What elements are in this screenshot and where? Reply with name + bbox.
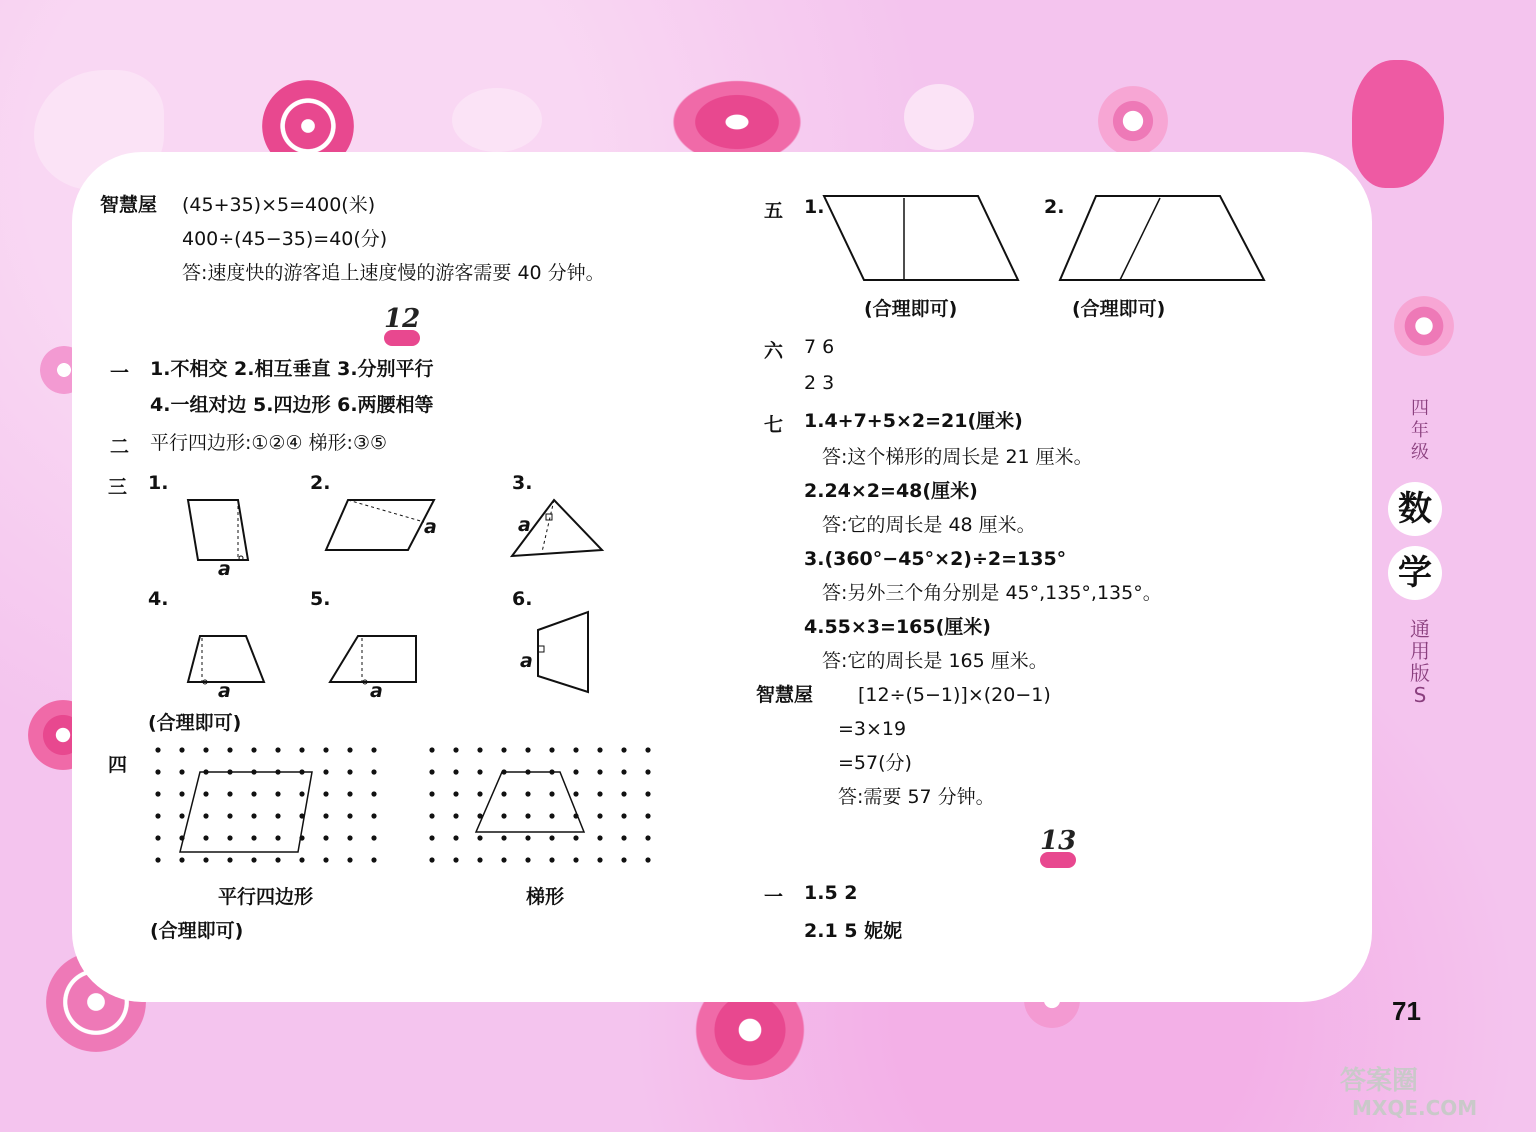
grid-dot [275,835,280,840]
grid-dot [155,769,160,774]
grid-dot [347,769,352,774]
grid-dot [597,813,602,818]
lesson-number-12: 12 [384,304,421,334]
grid-dot [597,857,602,862]
grid-dot [347,835,352,840]
section-1-label: 一 [110,362,130,384]
figure-6-trapezoid [530,606,594,698]
figure-label-6: 6. [512,588,533,610]
grid-dot [323,747,328,752]
grid-dot [477,857,482,862]
figure-label-2: 2. [310,472,331,494]
grid-dot [323,857,328,862]
grid-dot [477,769,482,774]
grid-dot [251,747,256,752]
grid-dot [573,769,578,774]
grid-dot [429,835,434,840]
grid-dot [477,791,482,796]
grade-char: 四 [1411,398,1429,419]
zhihui-right-line-3: =57(分) [838,752,912,774]
section-2-text: 平行四边形:①②④ 梯形:③⑤ [150,432,388,454]
section-3-label: 三 [108,476,128,498]
section-7-line-4: 答:它的周长是 48 厘米。 [822,514,1036,536]
grid-dot [621,791,626,796]
grid-dot [155,747,160,752]
section-5-trapezoid [1054,190,1268,286]
grid-dot [323,813,328,818]
dot-grid-parallelogram [150,742,390,872]
page-number: 71 [1392,996,1421,1026]
grid-dot [371,791,376,796]
grid-dot [453,791,458,796]
grid-dot [453,813,458,818]
edition-char: S [1413,683,1427,707]
grid-dot [179,791,184,796]
grid-dot [645,835,650,840]
grid-dot [453,747,458,752]
bird-decoration [904,84,974,150]
grid-dot [347,791,352,796]
grid-dot [573,791,578,796]
grid-dot [573,835,578,840]
section-7-line-8: 答:它的周长是 165 厘米。 [822,650,1048,672]
section-2-label: 二 [110,436,130,458]
edition-label [1398,618,1442,706]
section-4-label: 四 [108,754,128,776]
section-4-note: (合理即可) [150,920,244,942]
grid-dot [275,857,280,862]
grid-dot [525,835,530,840]
watermark-url: MXQE.COM [1352,1096,1478,1120]
grid-dot [155,813,160,818]
grade-label [1398,398,1442,464]
grid-dot [227,813,232,818]
edition-char: 通 [1410,617,1430,641]
figure-label-1: 1. [148,472,169,494]
grade-char: 年 [1411,420,1429,441]
grid-dot [179,813,184,818]
grid-dot [179,747,184,752]
grid-dot [299,747,304,752]
section-5-note-1: (合理即可) [864,298,958,320]
grid-dot [371,747,376,752]
grid-dot [227,835,232,840]
zhihui-line-1: (45+35)×5=400(米) [182,194,376,216]
section-6-line-2: 2 3 [804,372,835,394]
lesson-13-line-1: 1.5 2 [804,882,858,904]
grid-dot [155,791,160,796]
grid-dot [525,747,530,752]
grid-dot [429,857,434,862]
grid-dot [549,857,554,862]
section-7-line-5: 3.(360°−45°×2)÷2=135° [804,548,1067,570]
section-3-note: (合理即可) [148,712,242,734]
grid-dot [525,857,530,862]
figure-label-4: 4. [148,588,169,610]
grid-dot [645,791,650,796]
grid-dot [347,747,352,752]
grid-dot [203,857,208,862]
grid-dot [453,835,458,840]
grid-dot [227,747,232,752]
subject-char-1: 数 [1388,482,1442,536]
lesson-13-line-2: 2.1 5 妮妮 [804,920,903,942]
grid-dot [227,791,232,796]
edition-char: 用 [1410,639,1430,663]
section-5-fig-2-label: 2. [1044,196,1065,218]
grid-caption-trapezoid: 梯形 [526,886,565,908]
edition-char: 版 [1410,661,1430,685]
grid-dot [371,857,376,862]
grid-dot [477,835,482,840]
grid-dot [621,747,626,752]
grid-dot [525,813,530,818]
grid-dot [299,857,304,862]
grid-dot [453,857,458,862]
grid-dot [251,857,256,862]
figure-label-3: 3. [512,472,533,494]
a-mark: a [518,514,531,536]
grid-dot [597,791,602,796]
grid-dot [275,791,280,796]
watermark-logo: 答案圈 [1340,1066,1419,1096]
section-6-line-1: 7 6 [804,336,835,358]
section-6-label: 六 [764,340,784,362]
grid-dot [429,769,434,774]
grid-dot [203,791,208,796]
zhihui-line-2: 400÷(45−35)=40(分) [182,228,388,250]
subject-char-2: 学 [1388,546,1442,600]
zhihui-label-right: 智慧屋 [756,684,814,706]
grid-dot [549,835,554,840]
bird-decoration [452,88,542,152]
grid-dot [525,791,530,796]
section-5-parallelogram [820,190,1024,286]
grid-dot [549,747,554,752]
grid-dot [429,813,434,818]
grid-dot [549,813,554,818]
a-mark: a [218,680,231,702]
grid-dot [501,857,506,862]
grid-dot [371,769,376,774]
zhihui-line-3: 答:速度快的游客追上速度慢的游客需要 40 分钟。 [182,262,605,284]
a-mark: a [218,558,231,580]
flower-decoration [1098,86,1168,156]
zhihui-right-line-2: =3×19 [838,718,907,740]
a-mark: a [520,650,533,672]
section-7-line-1: 1.4+7+5×2=21(厘米) [804,410,1023,432]
grid-dot [501,835,506,840]
grid-dot [645,747,650,752]
grid-dot [323,769,328,774]
section-7-label: 七 [764,414,784,436]
a-mark: a [370,680,383,702]
grid-dot [347,813,352,818]
section-5-note-2: (合理即可) [1072,298,1166,320]
grid-dot [251,813,256,818]
grid-dot [429,747,434,752]
grid-dot [251,791,256,796]
figure-4-trapezoid [184,630,268,686]
a-mark: a [424,516,437,538]
lesson-13-section-1-label: 一 [764,886,784,908]
grid-dot [573,857,578,862]
section-7-line-2: 答:这个梯形的周长是 21 厘米。 [822,446,1093,468]
section-1-line-1: 1.不相交 2.相互垂直 3.分别平行 [150,358,434,380]
figure-5-trapezoid [326,630,422,686]
grid-dot [621,769,626,774]
grid-dot [597,835,602,840]
section-7-line-3: 2.24×2=48(厘米) [804,480,978,502]
grid-dot [347,857,352,862]
grid-dot [621,835,626,840]
grid-dot [573,747,578,752]
section-5-label: 五 [764,200,784,222]
grid-dot [203,747,208,752]
figure-label-5: 5. [310,588,331,610]
grid-dot [203,813,208,818]
grid-dot [323,791,328,796]
grid-dot [645,769,650,774]
zhihui-right-line-1: [12÷(5−1)]×(20−1) [858,684,1051,706]
grid-dot [203,835,208,840]
grid-dot [155,857,160,862]
section-7-line-7: 4.55×3=165(厘米) [804,616,991,638]
zhihui-label-left: 智慧屋 [100,194,158,216]
dot-grid-trapezoid [424,742,664,872]
grade-char: 级 [1411,442,1429,463]
grid-dot [155,835,160,840]
zhihui-right-line-4: 答:需要 57 分钟。 [838,786,995,808]
grid-dot [597,769,602,774]
lesson-number-13: 13 [1040,826,1077,856]
grid-dot [453,769,458,774]
grid-dot [275,813,280,818]
grid-dot [621,813,626,818]
grid-dot [429,791,434,796]
flower-decoration [1394,296,1454,356]
grid-dot [549,791,554,796]
grid-dot [501,791,506,796]
grid-dot [501,747,506,752]
grid-dot [275,747,280,752]
grid-dot [645,813,650,818]
grid-dot [645,857,650,862]
grid-dot [227,857,232,862]
grid-dot [501,813,506,818]
grid-dot [179,857,184,862]
section-7-line-6: 答:另外三个角分别是 45°,135°,135°。 [822,582,1162,604]
grid-dot [251,835,256,840]
section-1-line-2: 4.一组对边 5.四边形 6.两腰相等 [150,394,434,416]
grid-caption-parallelogram: 平行四边形 [218,886,314,908]
grid-dot [371,835,376,840]
grid-dot [621,857,626,862]
grid-dot [323,835,328,840]
grid-dot [371,813,376,818]
grid-dot [179,769,184,774]
grid-dot [477,747,482,752]
section-5-fig-1-label: 1. [804,196,825,218]
grid-dot [597,747,602,752]
grid-dot [299,791,304,796]
